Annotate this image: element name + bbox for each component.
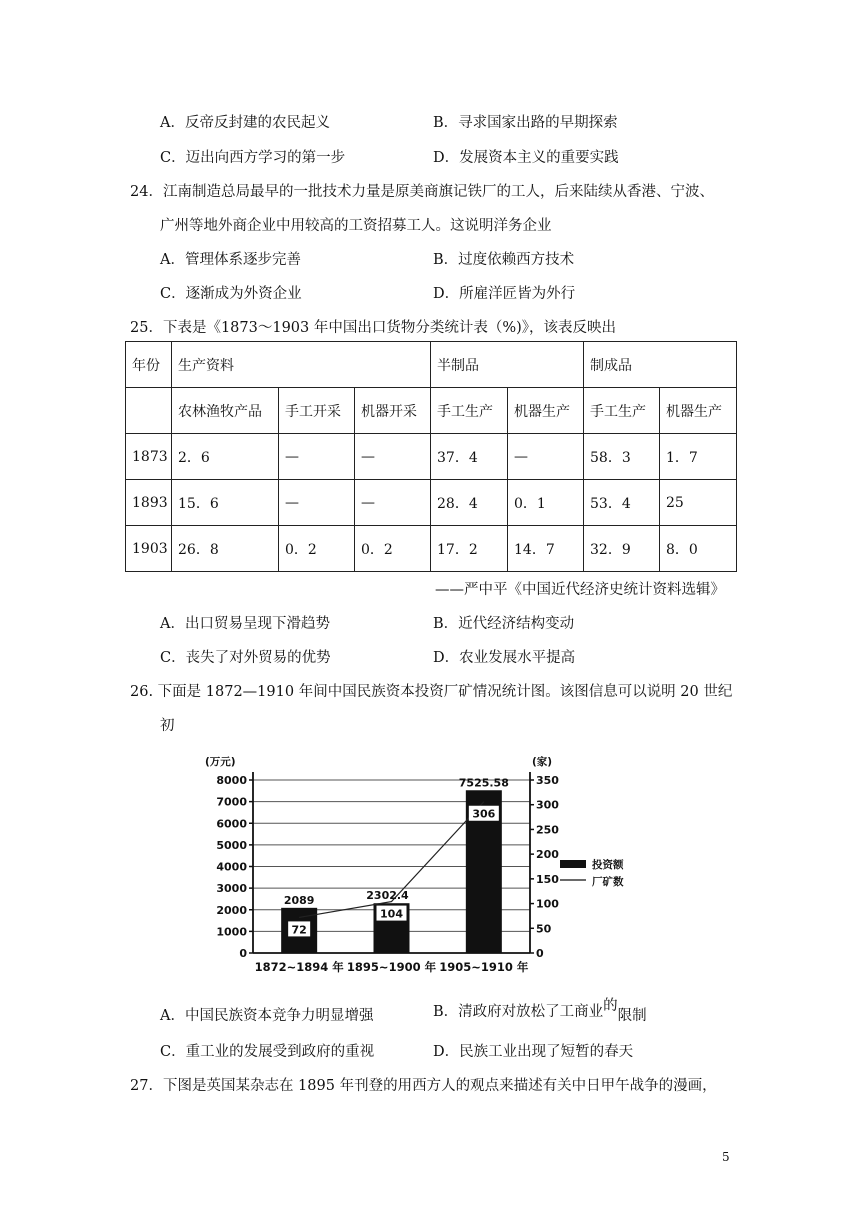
table-subheader-row — [126, 388, 737, 434]
subheader-cell: 机器生产 — [508, 388, 584, 434]
q24-option-d: D．所雇洋匠皆为外行 — [433, 286, 576, 302]
y-left-tick-label: 1000 — [216, 925, 247, 939]
bar-value-label: 2302.4 — [366, 889, 409, 903]
q26-option-c: C．重工业的发展受到政府的重视 — [160, 1044, 375, 1060]
q26-stem-line1: 26. 下面是 1872—1910 年间中国民族资本投资厂矿情况统计图。该图信息可以说明 20 世纪 — [130, 684, 733, 700]
line-value-label: 306 — [472, 807, 496, 821]
table-cell: — — [279, 480, 355, 526]
y-left-tick-label: 5000 — [216, 838, 247, 852]
table-cell: 37．4 — [431, 434, 508, 480]
y-right-tick-label: 200 — [536, 848, 559, 862]
table-cell: 53．4 — [584, 480, 660, 526]
line-value-label: 104 — [380, 907, 403, 921]
y-right-tick-label: 50 — [536, 922, 552, 936]
table-cell: 0．1 — [508, 480, 584, 526]
q23-option-a: A．反帝反封建的农民起义 — [160, 115, 330, 131]
subheader-empty — [126, 388, 172, 434]
x-category-label: 1872~1894 年 — [254, 960, 344, 974]
table-row — [126, 434, 737, 480]
header-year: 年份 — [126, 342, 172, 388]
x-category-label: 1895~1900 年 — [346, 960, 437, 974]
y-left-tick-label: 0 — [239, 947, 247, 960]
table-row — [126, 526, 737, 572]
table-cell: — — [279, 434, 355, 480]
subheader-cell: 机器开采 — [355, 388, 431, 434]
q24-stem-line1: 24．江南制造总局最早的一批技术力量是原美商旗记铁厂的工人，后来陆续从香港、宁波、 — [130, 184, 714, 200]
y-left-tick-label: 8000 — [216, 774, 247, 787]
table-cell: — — [355, 434, 431, 480]
table-cell: 1873 — [126, 434, 172, 480]
legend-line-label: 厂矿数 — [592, 876, 624, 888]
y-right-tick-label: 100 — [536, 897, 559, 911]
table-cell: 32．9 — [584, 526, 660, 572]
table-cell: 2．6 — [172, 434, 279, 480]
table-cell: 0．2 — [279, 526, 355, 572]
q27-stem: 27．下图是英国某杂志在 1895 年刊登的用西方人的观点来描述有关中日甲午战争的漫画， — [130, 1078, 717, 1094]
y-left-tick-label: 6000 — [216, 817, 247, 831]
table-cell: 1903 — [126, 526, 172, 572]
q26-stem-line2: 初 — [160, 718, 175, 734]
table-cell: — — [355, 480, 431, 526]
q25-option-b: B．近代经济结构变动 — [433, 616, 575, 632]
q25-source: ——严中平《中国近代经济史统计资料选辑》 — [435, 582, 725, 598]
y-right-tick-label: 300 — [536, 798, 559, 812]
y-left-tick-label: 4000 — [216, 860, 247, 874]
y-left-tick-label: 3000 — [216, 882, 247, 896]
header-finished-goods: 制成品 — [584, 342, 737, 388]
q25-option-a: A．出口贸易呈现下滑趋势 — [160, 616, 330, 632]
table-header-row — [126, 342, 737, 388]
page-number: 5 — [722, 1150, 730, 1164]
table-cell: 17．2 — [431, 526, 508, 572]
bar-value-label: 7525.58 — [458, 776, 509, 790]
table-cell: 1．7 — [660, 434, 737, 480]
table-cell: 58．3 — [584, 434, 660, 480]
q24-option-a: A．管理体系逐步完善 — [160, 252, 301, 268]
y-right-tick-label: 0 — [536, 947, 544, 960]
table-cell: 0．2 — [355, 526, 431, 572]
legend-bar-swatch — [560, 860, 586, 868]
line-value-label: 72 — [291, 923, 307, 937]
chart-bars — [281, 790, 502, 953]
x-category-label: 1905~1910 年 — [439, 960, 529, 974]
investment-chart — [195, 748, 660, 980]
y-right-tick-label: 150 — [536, 872, 559, 886]
table-cell: 15．6 — [172, 480, 279, 526]
subheader-cell: 手工生产 — [431, 388, 508, 434]
chart-text — [205, 755, 624, 974]
y-right-tick-label: 350 — [536, 774, 559, 787]
table-cell: — — [508, 434, 584, 480]
q25-option-d: D．农业发展水平提高 — [433, 650, 576, 666]
q25-option-c: C．丧失了对外贸易的优势 — [160, 650, 331, 666]
table-row — [126, 480, 737, 526]
subheader-cell: 农林渔牧产品 — [172, 388, 279, 434]
table-cell: 14．7 — [508, 526, 584, 572]
q24-option-b: B．过度依赖西方技术 — [433, 252, 575, 268]
header-production-materials: 生产资料 — [172, 342, 431, 388]
table-cell: 1893 — [126, 480, 172, 526]
subheader-cell: 机器生产 — [660, 388, 737, 434]
export-statistics-table — [125, 341, 737, 572]
y-right-tick-label: 250 — [536, 823, 559, 837]
header-semi-finished: 半制品 — [431, 342, 584, 388]
q24-stem-line2: 广州等地外商企业中用较高的工资招募工人。这说明洋务企业 — [160, 218, 552, 234]
y-left-unit: (万元) — [205, 756, 236, 768]
q26-option-b-text: B．清政府对放松了工商业 — [433, 1004, 604, 1020]
q26-option-b-superscript: 的 — [603, 998, 618, 1014]
y-left-tick-label: 7000 — [216, 795, 247, 809]
table-cell: 28．4 — [431, 480, 508, 526]
table-cell: 8．0 — [660, 526, 737, 572]
table-cell: 26．8 — [172, 526, 279, 572]
subheader-cell: 手工开采 — [279, 388, 355, 434]
bar-value-label: 2089 — [283, 893, 315, 907]
q23-option-b: B．寻求国家出路的早期探索 — [433, 115, 618, 131]
legend-bar-label: 投资额 — [592, 859, 624, 871]
q23-option-c: C．迈出向西方学习的第一步 — [160, 150, 346, 166]
q26-option-d: D．民族工业出现了短暂的春天 — [433, 1044, 634, 1060]
q26-option-a: A．中国民族资本竞争力明显增强 — [160, 1008, 374, 1024]
table-cell: 25 — [660, 480, 737, 526]
y-right-unit: (家) — [532, 756, 553, 768]
y-left-tick-label: 2000 — [216, 903, 247, 917]
q26-option-b — [433, 998, 647, 1024]
q23-option-d: D．发展资本主义的重要实践 — [433, 150, 619, 166]
q26-option-b-tail: 限制 — [617, 1008, 647, 1024]
q24-option-c: C．逐渐成为外资企业 — [160, 286, 302, 302]
q25-stem: 25．下表是《1873～1903 年中国出口货物分类统计表（%)》，该表反映出 — [130, 320, 617, 336]
subheader-cell: 手工生产 — [584, 388, 660, 434]
